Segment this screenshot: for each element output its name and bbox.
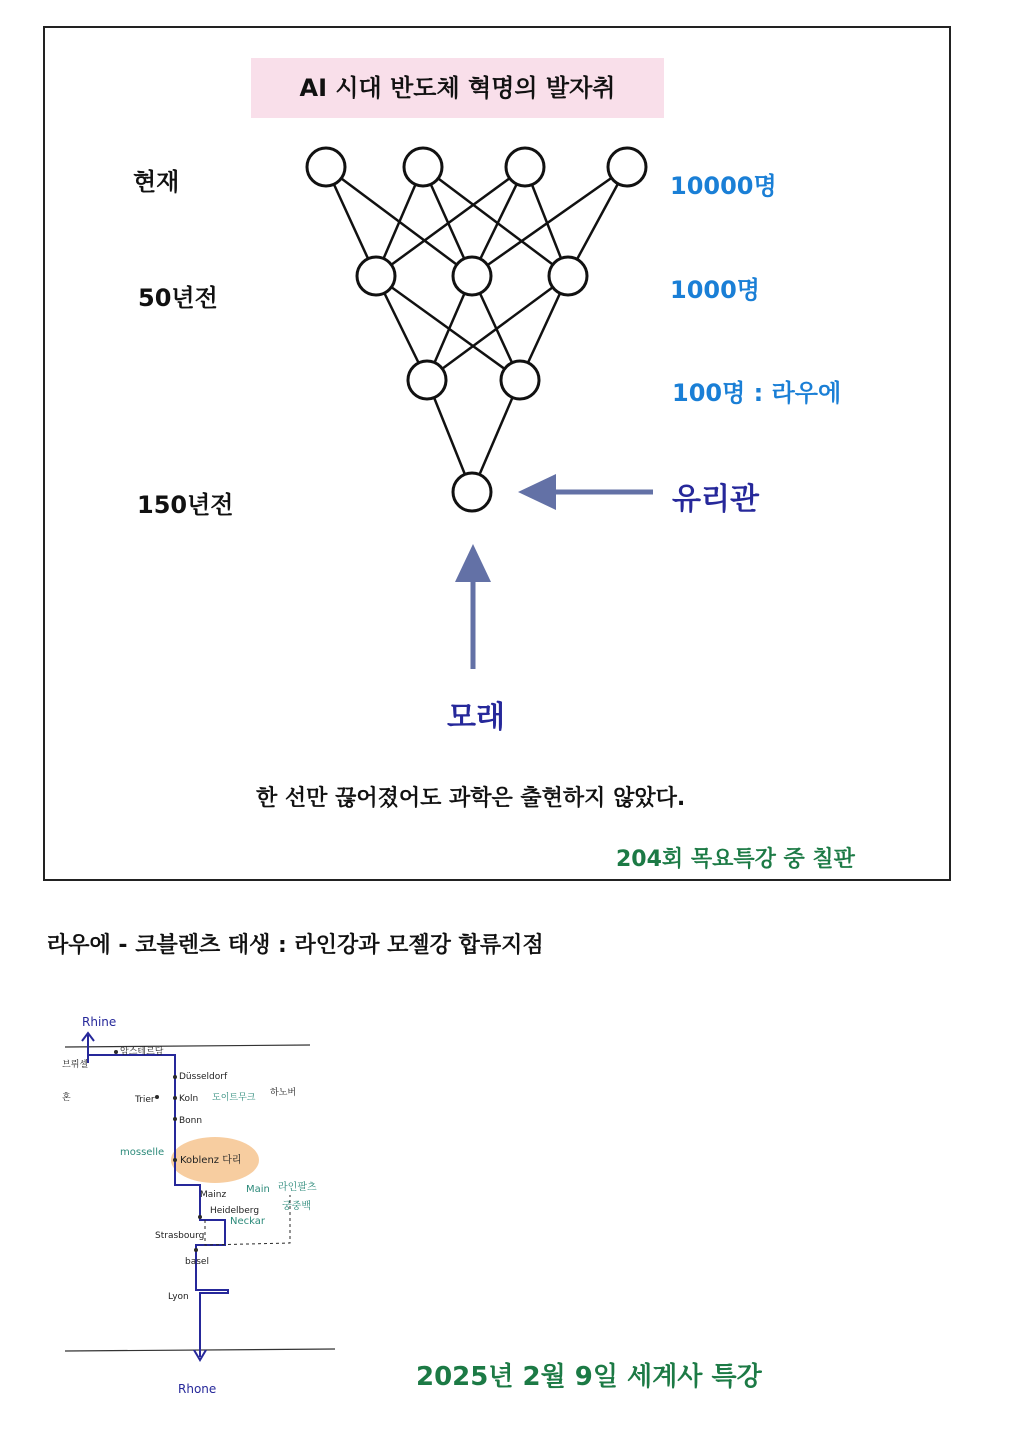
strasbourg-label: Strasbourg xyxy=(155,1231,205,1241)
bonn-label: Bonn xyxy=(179,1116,203,1126)
koblenz-label: Koblenz 다리 xyxy=(180,1155,242,1166)
heidelberg-label: Heidelberg xyxy=(210,1206,260,1216)
node-50y-2 xyxy=(453,257,491,295)
network-edges xyxy=(326,167,627,492)
rhone-label: Rhone xyxy=(178,1382,217,1396)
rhine-map-sketch xyxy=(60,1005,350,1405)
era-50-years-ago: 50년전 xyxy=(138,284,218,312)
pfalz-label: 라인팔츠 xyxy=(278,1182,317,1193)
arrow-from-glass xyxy=(518,474,653,510)
trier-label: Trier xyxy=(135,1095,155,1105)
dortmund-label: 도이트무크 xyxy=(212,1093,256,1103)
footer-date: 2025년 2월 9일 세계사 특강 xyxy=(416,1362,762,1392)
slide-note: 한 선만 끊어졌어도 과학은 출현하지 않았다. xyxy=(256,786,686,811)
count-1000: 1000명 xyxy=(670,276,760,304)
dusseldorf-label: Düsseldorf xyxy=(179,1072,228,1082)
caption-laue-koblenz: 라우에 - 코블렌츠 태생 : 라인강과 모젤강 합류지점 xyxy=(47,933,544,958)
node-150y-root xyxy=(453,473,491,511)
moselle-label: mosselle xyxy=(120,1147,165,1158)
node-100-1 xyxy=(408,361,446,399)
node-present-1 xyxy=(307,148,345,186)
arrow-from-sand xyxy=(455,544,491,669)
hanover-label: 하노버 xyxy=(270,1088,297,1098)
node-50y-1 xyxy=(357,257,395,295)
brussels-label: 브뤼셀 xyxy=(62,1060,89,1070)
koln-label: Koln xyxy=(179,1094,199,1104)
node-present-2 xyxy=(404,148,442,186)
rhine-label: Rhine xyxy=(82,1015,117,1029)
era-present: 현재 xyxy=(133,168,180,196)
node-100-2 xyxy=(501,361,539,399)
side-label: 혼 xyxy=(62,1093,71,1103)
mainz-label: Mainz xyxy=(200,1190,227,1200)
sand-label: 모래 xyxy=(447,700,505,735)
count-100-laue: 100명 : 라우에 xyxy=(672,379,842,407)
era-150-years-ago: 150년전 xyxy=(137,491,234,519)
count-10000: 10000명 xyxy=(670,172,777,200)
node-present-4 xyxy=(608,148,646,186)
node-50y-3 xyxy=(549,257,587,295)
basel-label: basel xyxy=(185,1257,209,1267)
pfalz-court-label: 궁중백 xyxy=(282,1201,311,1212)
slide-title: AI 시대 반도체 혁명의 발자취 xyxy=(299,74,616,102)
lyon-label: Lyon xyxy=(168,1292,189,1302)
amsterdam-label: 암스테르담 xyxy=(120,1047,164,1057)
neckar-label: Neckar xyxy=(230,1216,265,1227)
main-river-label: Main xyxy=(246,1184,270,1195)
node-present-3 xyxy=(506,148,544,186)
glass-tube-label: 유리관 xyxy=(672,482,759,517)
slide-source: 204회 목요특강 중 칠판 xyxy=(616,847,855,872)
